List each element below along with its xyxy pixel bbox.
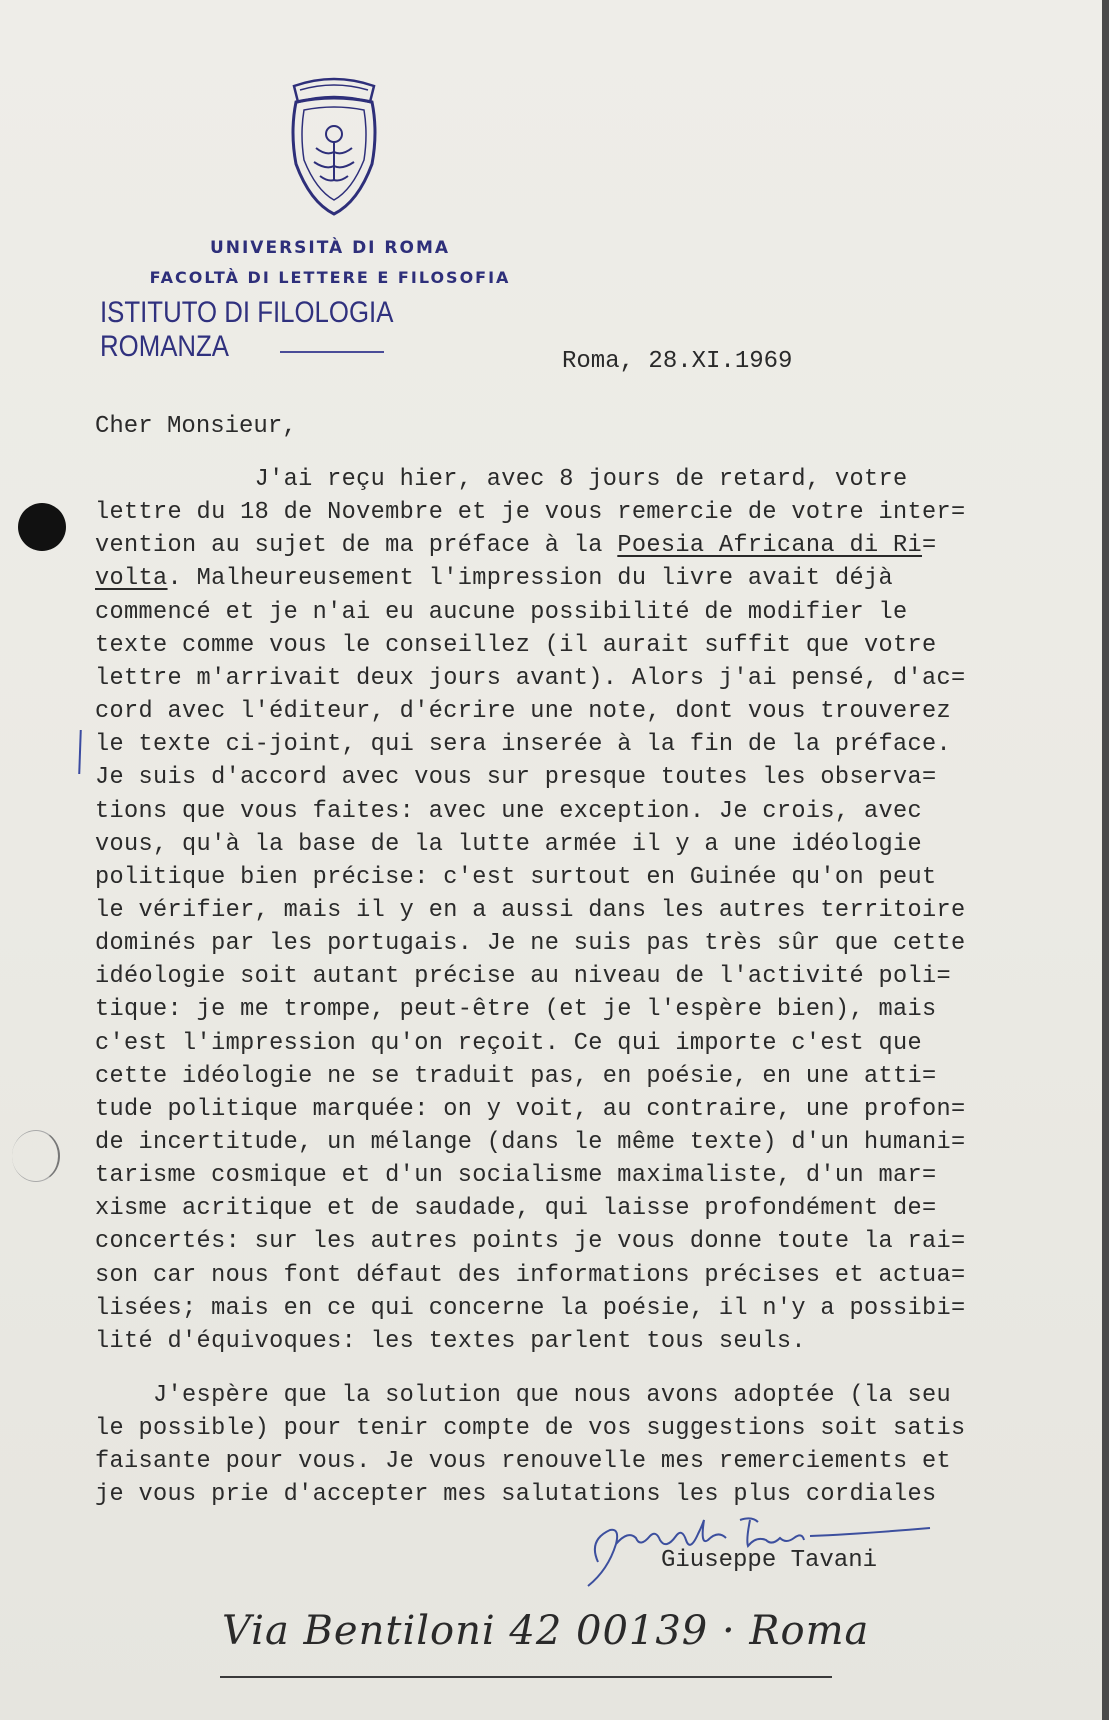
text-line: J'ai reçu hier, avec 8 jours de retard, votre [95,466,908,493]
text-line: Je suis d'accord avec vous sur presque toutes les observa= [95,764,937,792]
letter-date: Roma, 28.XI.1969 [562,348,793,375]
punch-hole [18,503,66,551]
text-line: tarisme cosmique et d'un socialisme maximaliste, d'un mar= [95,1162,937,1190]
text-line: lettre du 18 de Novembre et je vous remercie de votre inter= [95,499,966,527]
text-line: lettre m'arrivait deux jours avant). Alors j'ai pensé, d'ac= [95,664,966,692]
text-line: tique: je me trompe, peut-être (et je l'espère bien), mais [95,996,937,1024]
text-line: lisées; mais en ce qui concerne la poésie, il n'y a possibi= [95,1294,966,1322]
book-title-underlined: volta [95,565,168,593]
text-line: le vérifier, mais il y en a aussi dans les autres territoire [95,896,966,924]
salutation: Cher Monsieur, [95,413,297,440]
university-seal-logo [286,72,382,222]
page-edge [1102,0,1109,1720]
text-line: idéologie soit autant précise au niveau de l'activité poli= [95,963,952,991]
text-line: vous, qu'à la base de la lutte armée il y a une idéologie [95,830,922,858]
letterhead-rule [280,351,384,353]
text-line: tude politique marquée: on y voit, au contraire, une profon= [95,1095,966,1123]
text-line: cette idéologie ne se traduit pas, en poésie, en une atti= [95,1062,937,1090]
text-line: son car nous font défaut des informations précises et actua= [95,1261,966,1289]
text-line: le texte ci-joint, qui sera inserée à la fin de la préface. [95,731,952,759]
book-title-underlined: Poesia Africana di Ri [617,532,922,560]
address-underline [220,1676,832,1678]
text-line: dominés par les portugais. Je ne suis pas très sûr que cette [95,930,966,958]
letterhead-faculty: FACOLTÀ DI LETTERE E FILOSOFIA [149,268,511,287]
text-line: de incertitude, un mélange (dans le même texte) d'un humani= [95,1129,966,1156]
letterhead-university: UNIVERSITÀ DI ROMA [209,238,451,258]
handwritten-address: Via Bentiloni 42 00139 · Roma [222,1608,870,1654]
text-line: concertés: sur les autres points je vous donne toute la rai= [95,1228,966,1256]
text-line: le possible) pour tenir compte de vos suggestions soit satis [95,1415,966,1442]
text-line: texte comme vous le conseillez (il aurait suffit que votre [95,631,937,659]
text-line: volta. Malheureusement l'impression du livre avait déjà [95,565,893,593]
text-line: faisante pour vous. Je vous renouvelle mes remerciements et [95,1448,952,1475]
punch-hole-outline [12,1130,60,1182]
text-line: cord avec l'éditeur, d'écrire une note, dont vous trouverez [95,698,952,726]
text-line: c'est l'impression qu'on reçoit. Ce qui importe c'est que [95,1029,922,1057]
text-line: tions que vous faites: avec une exception. Je crois, avec [95,797,922,825]
letterhead-institute: ISTITUTO DI FILOLOGIA ROMANZA [100,296,392,363]
text-line: J'espère que la solution que nous avons adoptée (la seu [95,1382,952,1409]
typed-signature: Giuseppe Tavani [661,1547,878,1574]
handwritten-signature [580,1500,940,1590]
text-line: commencé et je n'ai eu aucune possibilité de modifier le [95,598,908,626]
text-line: je vous prie d'accepter mes salutations les plus cordiales [95,1481,937,1508]
text-line: xisme acritique et de saudade, qui laisse profondément de= [95,1195,937,1223]
text-line: vention au sujet de ma préface à la Poesia Africana di Ri= [95,532,937,560]
text-line: lité d'équivoques: les textes parlent tous seuls. [95,1327,806,1355]
text-line: politique bien précise: c'est surtout en Guinée qu'on peut [95,863,937,891]
